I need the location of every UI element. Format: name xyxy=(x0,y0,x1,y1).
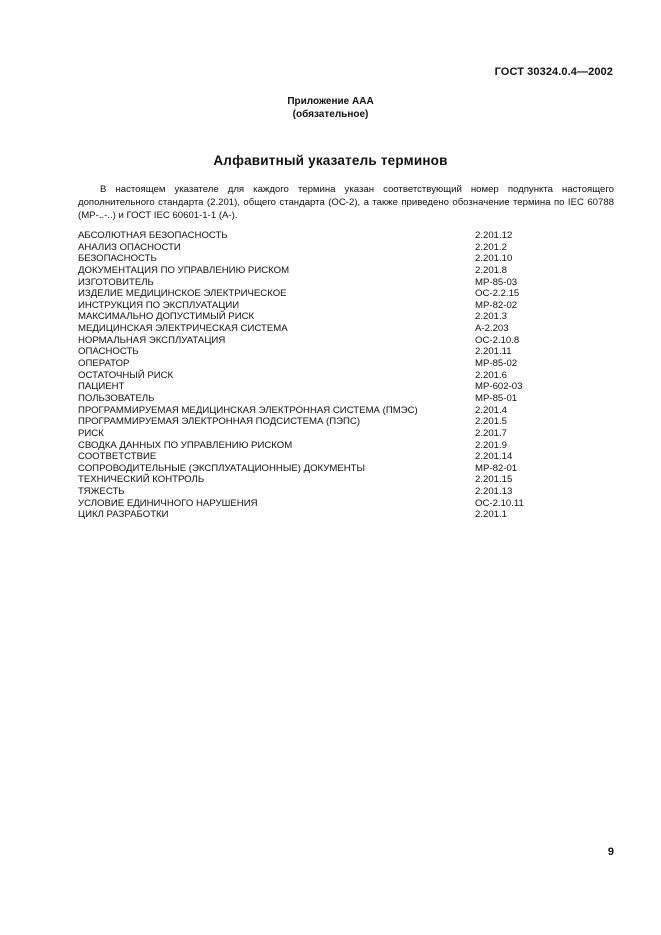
term-reference: МР-82-01 xyxy=(475,462,518,474)
term-row xyxy=(78,323,548,335)
term-row xyxy=(78,265,548,277)
term-reference: 2.201.10 xyxy=(475,253,513,265)
term-name: ОПЕРАТОР xyxy=(78,358,130,370)
appendix-title: Приложение ААА xyxy=(287,96,374,107)
term-name: АНАЛИЗ ОПАСНОСТИ xyxy=(78,241,181,253)
term-row xyxy=(78,509,548,521)
term-reference: МР-85-03 xyxy=(475,276,518,288)
term-name: МЕДИЦИНСКАЯ ЭЛЕКТРИЧЕСКАЯ СИСТЕМА xyxy=(78,323,288,335)
term-row xyxy=(78,242,548,254)
term-name: ОСТАТОЧНЫЙ РИСК xyxy=(78,369,174,381)
term-reference: МР-602-03 xyxy=(475,381,523,393)
term-reference: 2.201.15 xyxy=(475,474,513,486)
term-reference: 2.201.13 xyxy=(475,486,513,498)
term-row xyxy=(78,370,548,382)
term-row xyxy=(78,486,548,498)
term-name: СВОДКА ДАННЫХ ПО УПРАВЛЕНИЮ РИСКОМ xyxy=(78,439,293,451)
term-name: ТЯЖЕСТЬ xyxy=(78,486,125,498)
term-reference: МР-85-02 xyxy=(475,358,518,370)
term-row xyxy=(78,277,548,289)
term-reference: 2.201.9 xyxy=(475,439,508,451)
term-reference: 2.201.5 xyxy=(475,416,508,428)
index-title: Алфавитный указатель терминов xyxy=(213,153,448,168)
term-name: ТЕХНИЧЕСКИЙ КОНТРОЛЬ xyxy=(78,474,205,486)
term-row xyxy=(78,440,548,452)
term-name: ПРОГРАММИРУЕМАЯ МЕДИЦИНСКАЯ ЭЛЕКТРОННАЯ СИСТЕМА (ПМЭС) xyxy=(78,404,418,416)
term-reference: 2.201.4 xyxy=(475,404,508,416)
term-name: ДОКУМЕНТАЦИЯ ПО УПРАВЛЕНИЮ РИСКОМ xyxy=(78,264,290,276)
terms-list xyxy=(78,230,548,521)
term-row xyxy=(78,300,548,312)
term-reference: 2.201.2 xyxy=(475,241,508,253)
term-row xyxy=(78,381,548,393)
term-row xyxy=(78,498,548,510)
term-row xyxy=(78,393,548,405)
appendix-subtitle: (обязательное) xyxy=(292,109,369,120)
term-row xyxy=(78,288,548,300)
term-name: ЦИКЛ РАЗРАБОТКИ xyxy=(78,509,169,521)
term-row xyxy=(78,311,548,323)
index-intro-paragraph: В настоящем указателе для каждого термина указан соответствующий номер подпункта настоящего дополнительного стандарта (2.201), общего стандарта (ОС-2), а также приведено обозначение термина по IEC 60788 (МР-..-..) и ГОСТ IEC 60601-1-1 (А-). xyxy=(78,184,614,221)
term-name: МАКСИМАЛЬНО ДОПУСТИМЫЙ РИСК xyxy=(78,311,255,323)
term-name: СОПРОВОДИТЕЛЬНЫЕ (ЭКСПЛУАТАЦИОННЫЕ) ДОКУМЕНТЫ xyxy=(78,462,366,474)
term-reference: МР-85-01 xyxy=(475,392,518,404)
appendix-heading xyxy=(0,95,661,121)
term-reference: ОС-2.10.8 xyxy=(475,334,520,346)
term-reference: 2.201.1 xyxy=(475,509,508,521)
term-name: НОРМАЛЬНАЯ ЭКСПЛУАТАЦИЯ xyxy=(78,334,226,346)
term-reference: ОС-2.2.15 xyxy=(475,288,520,300)
term-name: БЕЗОПАСНОСТЬ xyxy=(78,253,157,265)
page-number: 9 xyxy=(607,846,614,858)
term-row xyxy=(78,405,548,417)
term-name: АБСОЛЮТНАЯ БЕЗОПАСНОСТЬ xyxy=(78,230,228,241)
standard-designation: ГОСТ 30324.0.4—2002 xyxy=(494,66,613,78)
term-name: ИЗДЕЛИЕ МЕДИЦИНСКОЕ ЭЛЕКТРИЧЕСКОЕ xyxy=(78,288,287,300)
term-row xyxy=(78,346,548,358)
term-row xyxy=(78,463,548,475)
term-name: УСЛОВИЕ ЕДИНИЧНОГО НАРУШЕНИЯ xyxy=(78,497,258,509)
term-name: ПРОГРАММИРУЕМАЯ ЭЛЕКТРОННАЯ ПОДСИСТЕМА (ПЭПС) xyxy=(78,416,361,428)
term-name: ИНСТРУКЦИЯ ПО ЭКСПЛУАТАЦИИ xyxy=(78,299,240,311)
term-name: ПАЦИЕНТ xyxy=(78,381,125,393)
term-name: СООТВЕТСТВИЕ xyxy=(78,451,157,463)
term-reference: 2.201.8 xyxy=(475,264,508,276)
term-reference: МР-82-02 xyxy=(475,299,518,311)
term-name: ОПАСНОСТЬ xyxy=(78,346,139,358)
term-reference: 2.201.11 xyxy=(475,346,512,358)
term-reference: 2.201.7 xyxy=(475,427,508,439)
term-row xyxy=(78,230,548,242)
term-reference: 2.201.12 xyxy=(475,230,513,241)
term-name: РИСК xyxy=(78,427,104,439)
term-row xyxy=(78,416,548,428)
term-reference: 2.201.6 xyxy=(475,369,508,381)
term-row xyxy=(78,428,548,440)
term-row xyxy=(78,451,548,463)
term-reference: 2.201.3 xyxy=(475,311,508,323)
term-name: ИЗГОТОВИТЕЛЬ xyxy=(78,276,154,288)
term-reference: А-2.203 xyxy=(475,323,509,335)
term-reference: ОС-2.10.11 xyxy=(475,497,524,509)
term-name: ПОЛЬЗОВАТЕЛЬ xyxy=(78,392,155,404)
term-row xyxy=(78,474,548,486)
term-row xyxy=(78,358,548,370)
term-reference: 2.201.14 xyxy=(475,451,513,463)
term-row xyxy=(78,335,548,347)
term-row xyxy=(78,253,548,265)
